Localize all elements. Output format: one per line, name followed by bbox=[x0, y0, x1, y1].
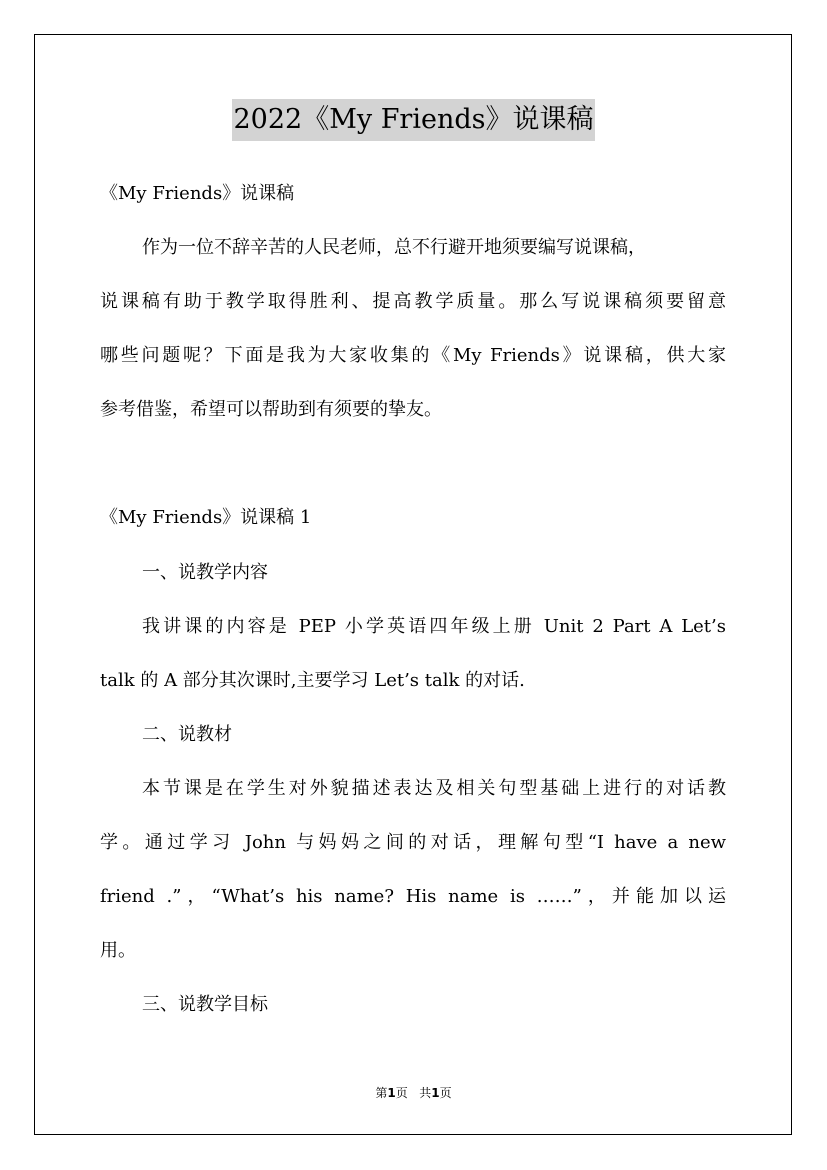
page-number: 1 bbox=[387, 1086, 396, 1100]
heading-teaching-content: 一、说教学内容 bbox=[142, 562, 268, 583]
paragraph-line: friend .”，“What’s his name? His name is ……”，并能加以运 bbox=[100, 886, 726, 907]
section-title: 《My Friends》说课稿 1 bbox=[100, 507, 312, 528]
document-title-wrap bbox=[0, 99, 827, 141]
paragraph-line: 我讲课的内容是 PEP 小学英语四年级上册 Unit 2 Part A Let’s bbox=[142, 616, 726, 637]
page-total: 1 bbox=[431, 1086, 440, 1100]
intro-line: 参考借鉴，希望可以帮助到有须要的挚友。 bbox=[100, 399, 442, 420]
intro-line: 哪些问题呢？下面是我为大家收集的《My Friends》说课稿，供大家 bbox=[100, 345, 726, 366]
document-title: 2022《My Friends》说课稿 bbox=[232, 99, 596, 141]
intro-line: 作为一位不辞辛苦的人民老师，总不行避开地须要编写说课稿， bbox=[142, 237, 646, 258]
page-footer: 第1页 共1页 bbox=[375, 1086, 452, 1100]
intro-line: 说课稿有助于教学取得胜利、提高教学质量。那么写说课稿须要留意 bbox=[100, 291, 726, 312]
paragraph-line: talk 的 A 部分其次课时,主要学习 Let’s talk 的对话. bbox=[100, 670, 525, 691]
paragraph-line: 用。 bbox=[100, 940, 136, 961]
heading-textbook: 二、说教材 bbox=[142, 724, 232, 745]
document-subtitle: 《My Friends》说课稿 bbox=[100, 183, 295, 204]
heading-teaching-goals: 三、说教学目标 bbox=[142, 994, 268, 1015]
paragraph-line: 学。通过学习 John 与妈妈之间的对话，理解句型“I have a new bbox=[100, 832, 726, 853]
paragraph-line: 本节课是在学生对外貌描述表达及相关句型基础上进行的对话教 bbox=[142, 778, 726, 799]
